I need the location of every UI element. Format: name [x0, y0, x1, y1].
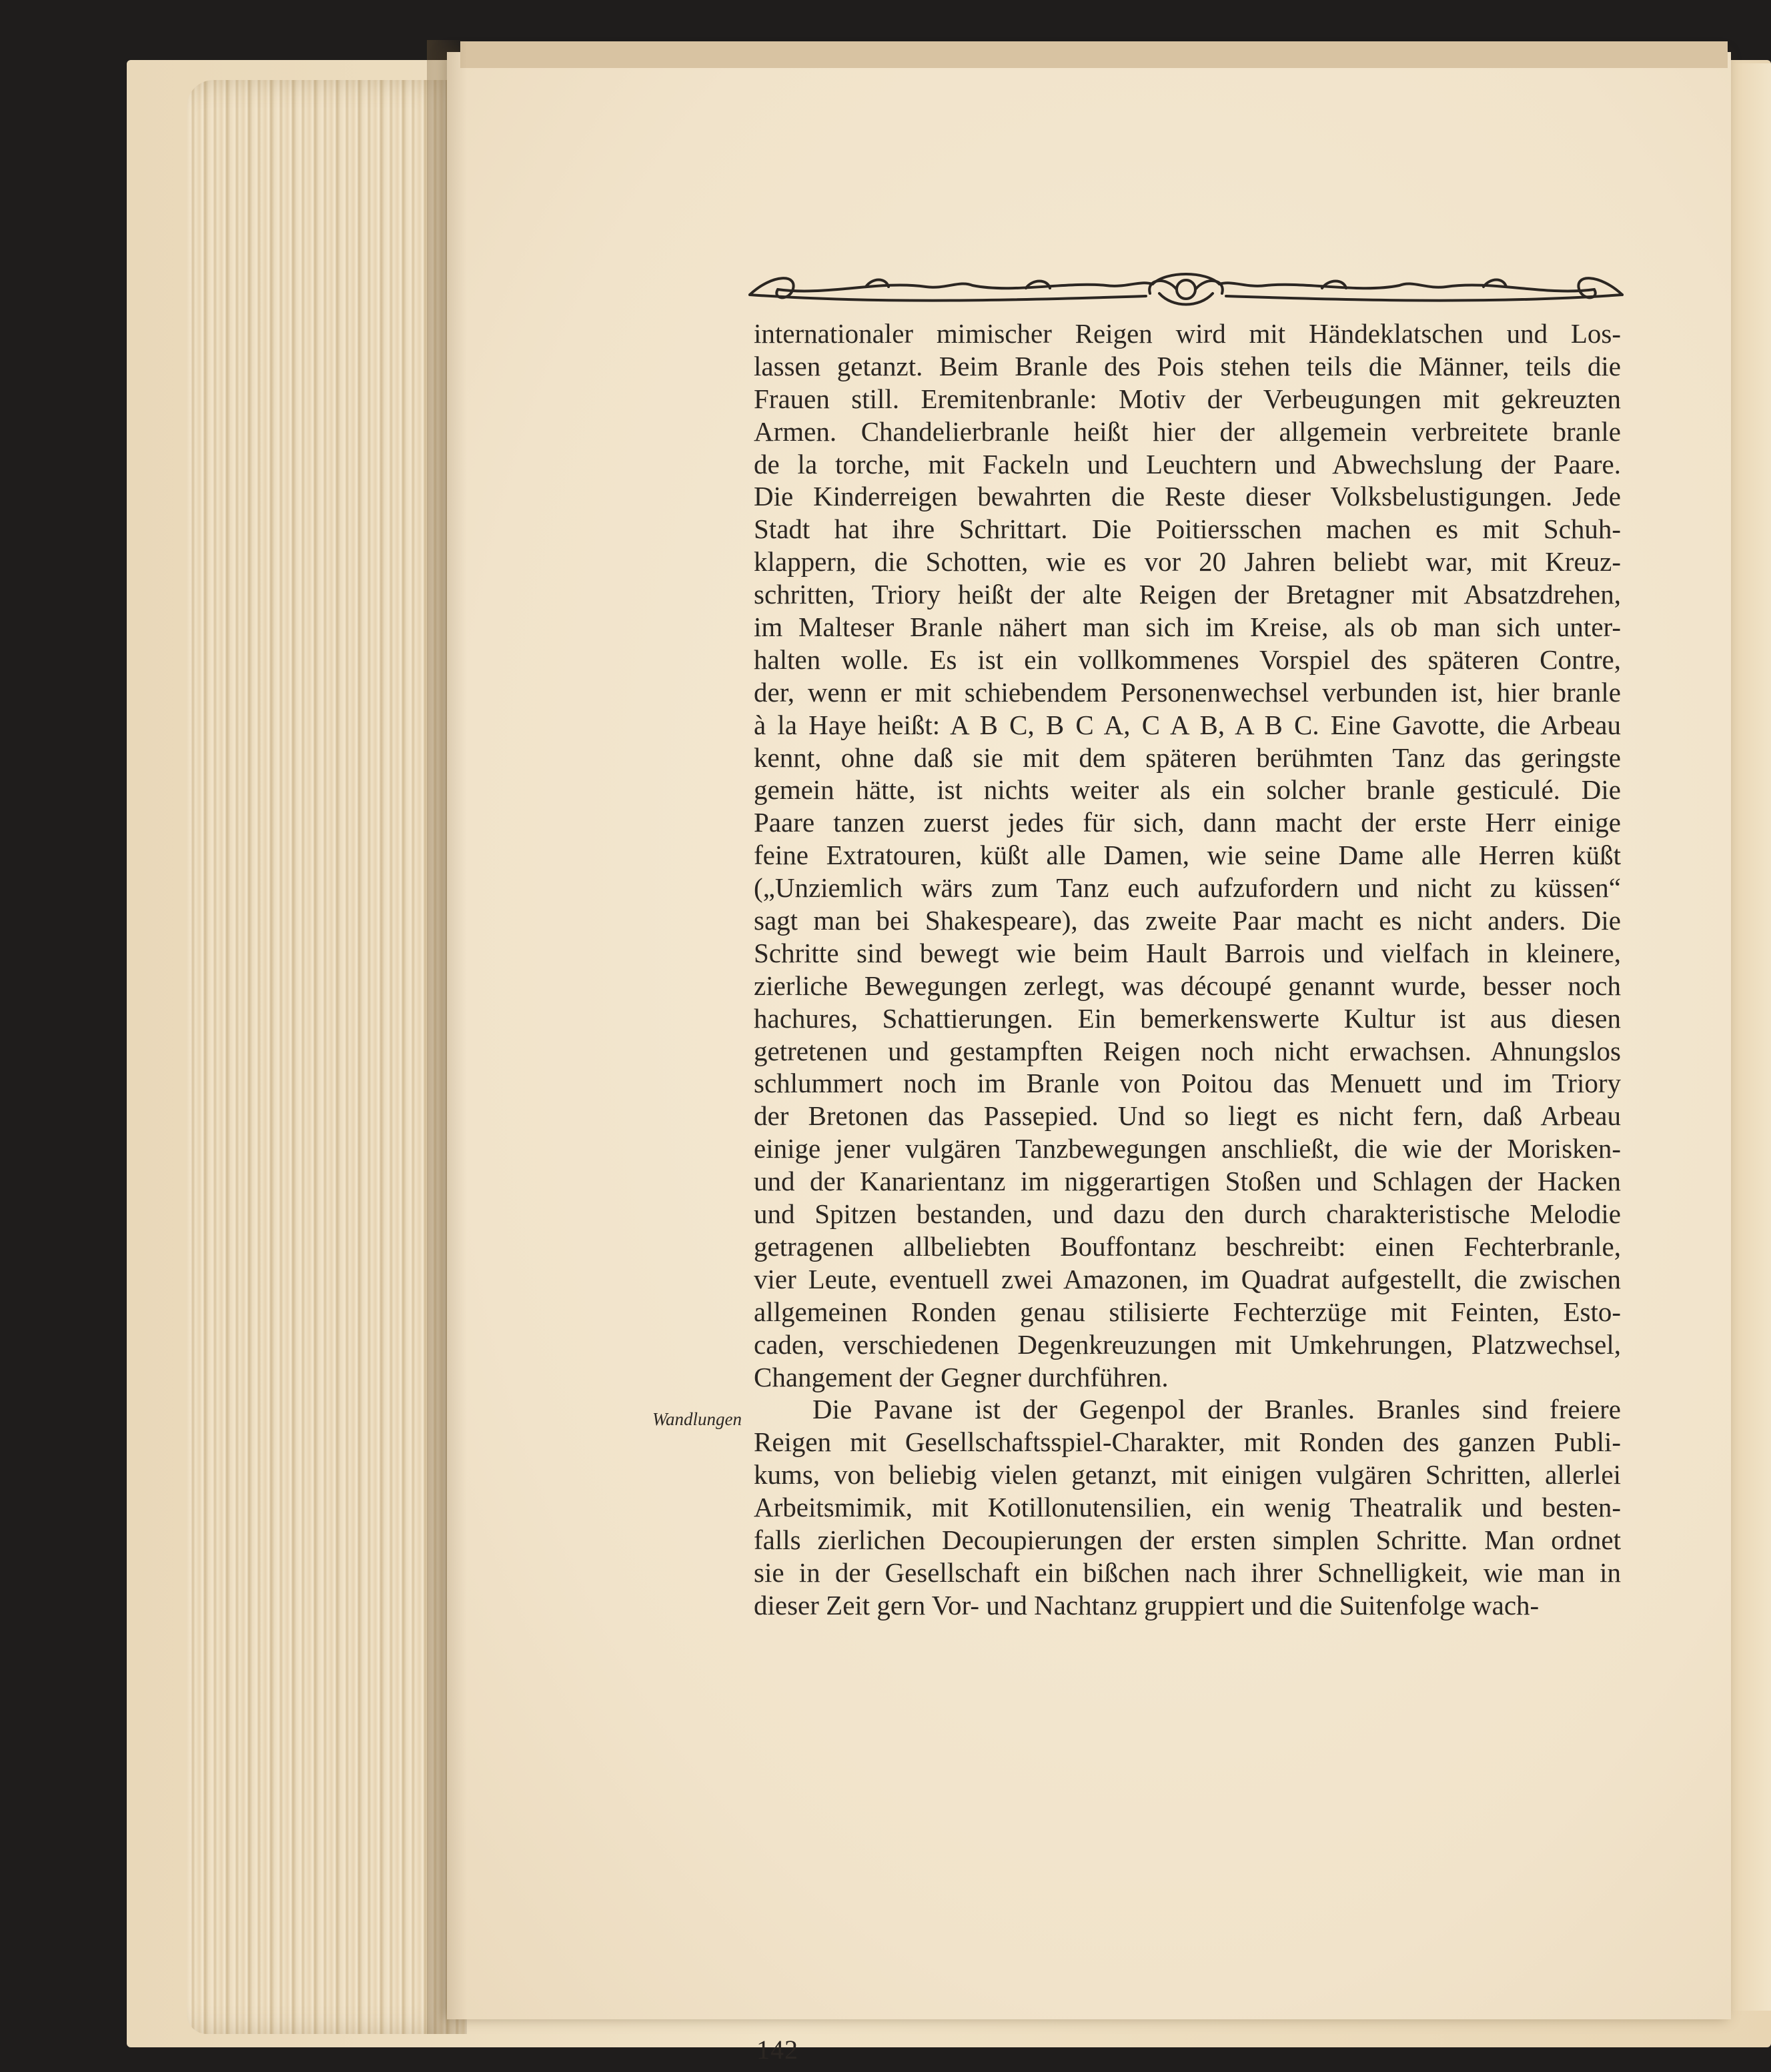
text-line: Paare tanzen zuerst jedes für sich, dann macht der erste Herr einige	[754, 807, 1621, 838]
text-line: de la torche, mit Fackeln und Leuchtern und Abwechslung der Paare.	[754, 448, 1621, 479]
text-line: Schritte sind bewegt wie beim Hault Barrois und vielfach in kleinere,	[754, 937, 1621, 968]
text-line: im Malteser Branle nähert man sich im Kreise, als ob man sich unter-	[754, 612, 1621, 643]
text-line: hachures, Schattierungen. Ein bemerkenswerte Kultur ist aus diesen	[754, 1002, 1621, 1034]
text-line: Frauen still. Eremitenbranle: Motiv der Verbeugungen mit gekreuzten	[754, 383, 1621, 414]
text-line: schlummert noch im Branle von Poitou das Menuett und im Triory	[754, 1068, 1621, 1099]
text-line: getragenen allbeliebten Bouffontanz beschreibt: einen Fechterbranle,	[754, 1230, 1621, 1262]
text-line: Reigen mit Gesellschaftsspiel-Charakter, mit Ronden des ganzen Publi-	[754, 1426, 1621, 1458]
text-line: lassen getanzt. Beim Branle des Pois stehen teils die Männer, teils die	[754, 350, 1621, 381]
text-line: der Bretonen das Passepied. Und so liegt es nicht fern, daß Arbeau	[754, 1100, 1621, 1132]
text-line: klappern, die Schotten, wie es vor 20 Jahren beliebt war, mit Kreuz-	[754, 546, 1621, 578]
text-line: der, wenn er mit schiebendem Personenwechsel verbunden ist, hier branle	[754, 676, 1621, 708]
text-line: Arbeitsmimik, mit Kotillonutensilien, ein wenig Theatralik und besten-	[754, 1492, 1621, 1523]
text-line: kums, von beliebig vielen getanzt, mit einigen vulgären Schritten, allerlei	[754, 1459, 1621, 1490]
body-text	[754, 317, 1621, 1622]
page-top-strip	[460, 41, 1728, 68]
page-number: 142	[756, 2035, 798, 2065]
page-edges	[187, 80, 467, 2034]
page-gutter-shadow	[427, 40, 467, 2034]
text-line: falls zierlichen Decoupierungen der ersten simplen Schritte. Man ordnet	[754, 1524, 1621, 1555]
text-line: à la Haye heißt: A B C, B C A, C A B, A B C. Eine Gavotte, die Arbeau	[754, 709, 1621, 740]
text-line: einige jener vulgären Tanzbewegungen anschließt, die wie der Morisken-	[754, 1133, 1621, 1164]
ornament-vignette	[746, 267, 1626, 313]
text-line: Stadt hat ihre Schrittart. Die Poitiersschen machen es mit Schuh-	[754, 513, 1621, 545]
margin-note: Wandlungen	[652, 1409, 742, 1429]
next-page-edge	[1728, 63, 1771, 2011]
text-line: sie in der Gesellschaft ein bißchen nach ihrer Schnelligkeit, wie man in	[754, 1557, 1621, 1588]
text-line: gemein hätte, ist nichts weiter als ein solcher branle gesticulé. Die	[754, 774, 1621, 806]
text-line: und Spitzen bestanden, und dazu den durch charakteristische Melodie	[754, 1198, 1621, 1230]
text-line: Armen. Chandelierbranle heißt hier der allgemein verbreitete branle	[754, 415, 1621, 447]
text-line: dieser Zeit gern Vor- und Nachtanz gruppiert und die Suitenfolge wach-	[754, 1589, 1540, 1621]
text-line: internationaler mimischer Reigen wird mit Händeklatschen und Los-	[754, 318, 1621, 349]
text-line: caden, verschiedenen Degenkreuzungen mit Umkehrungen, Platzwechsel,	[754, 1328, 1621, 1360]
text-line: allgemeinen Ronden genau stilisierte Fechterzüge mit Feinten, Esto-	[754, 1296, 1621, 1327]
text-line: vier Leute, eventuell zwei Amazonen, im Quadrat aufgestellt, die zwischen	[754, 1263, 1621, 1294]
text-line: halten wolle. Es ist ein vollkommenes Vorspiel des späteren Contre,	[754, 644, 1621, 675]
text-line: feine Extratouren, küßt alle Damen, wie seine Dame alle Herren küßt	[754, 840, 1621, 871]
text-line: schritten, Triory heißt der alte Reigen der Bretagner mit Absatzdrehen,	[754, 579, 1621, 610]
text-line: zierliche Bewegungen zerlegt, was découpé genannt wurde, besser noch	[754, 970, 1621, 1001]
text-line: kennt, ohne daß sie mit dem späteren berühmten Tanz das geringste	[754, 742, 1621, 773]
text-line: („Unziemlich wärs zum Tanz euch aufzufordern und nicht zu küssen“	[754, 872, 1621, 904]
text-line: Changement der Gegner durchführen.	[754, 1361, 1169, 1392]
text-line: getretenen und gestampften Reigen noch nicht erwachsen. Ahnungslos	[754, 1035, 1621, 1066]
text-line: Die Pavane ist der Gegenpol der Branles. Branles sind freiere	[812, 1394, 1621, 1425]
text-line: sagt man bei Shakespeare), das zweite Paar macht es nicht anders. Die	[754, 905, 1621, 936]
text-line: Die Kinderreigen bewahrten die Reste dieser Volksbelustigungen. Jede	[754, 481, 1621, 512]
text-line: und der Kanarientanz im niggerartigen Stoßen und Schlagen der Hacken	[754, 1166, 1621, 1197]
